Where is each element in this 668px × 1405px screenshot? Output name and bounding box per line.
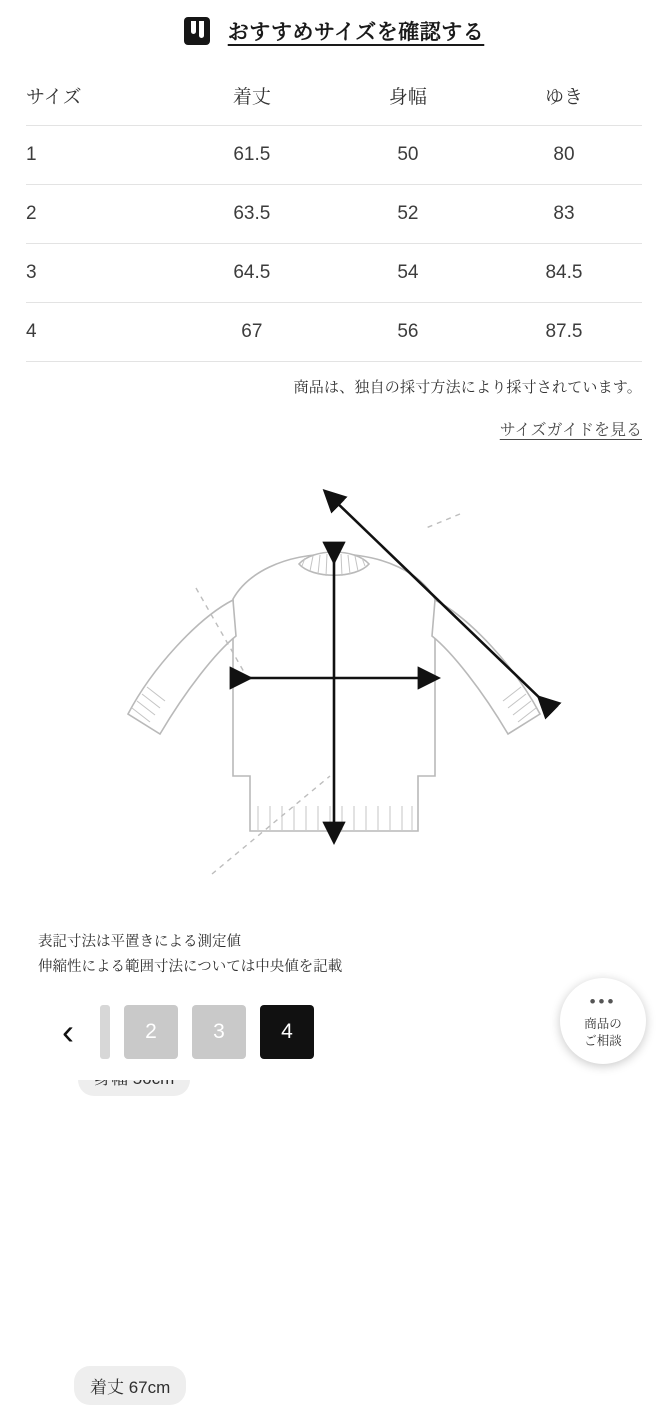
product-consult-button[interactable] [560,978,646,1064]
cell-width: 52 [330,185,486,244]
thumbnail-4[interactable]: 4 [260,1005,314,1059]
callout-body-length: 着丈 67cm [74,1366,186,1405]
chat-dots-icon: ••• [589,992,617,1012]
cell-sleeve: 83 [486,185,642,244]
thumbnail-partial[interactable] [100,1005,110,1059]
cell-sleeve: 80 [486,126,642,185]
cell-width: 50 [330,126,486,185]
cell-length: 61.5 [174,126,330,185]
table-row [26,185,642,244]
thumbnail-3[interactable]: 3 [192,1005,246,1059]
dimension-note-line-1: 表記寸法は平置きによる測定値 [38,934,241,950]
dimension-notes [38,930,342,979]
cell-length: 67 [174,303,330,362]
cell-size: 1 [26,126,174,185]
cell-width: 54 [330,244,486,303]
table-row [26,126,642,185]
cell-width: 56 [330,303,486,362]
column-header-width: 身幅 [388,87,427,108]
cell-sleeve: 87.5 [486,303,642,362]
cell-length: 63.5 [174,185,330,244]
measurement-note: 商品は、独自の採寸方法により採寸されています。 [293,379,642,396]
cell-size: 2 [26,185,174,244]
column-header-sleeve: ゆき [544,87,583,108]
size-guide-link[interactable]: サイズガイドを見る [499,422,642,439]
size-table-wrap [0,62,668,362]
page-header [0,0,668,62]
size-table [26,62,642,362]
column-header-size: サイズ [26,87,82,108]
size-table-head [26,62,642,126]
thumbnail-strip [100,1005,314,1059]
cell-sleeve: 84.5 [486,244,642,303]
cell-size: 4 [26,303,174,362]
cell-length: 64.5 [174,244,330,303]
thumbnail-2[interactable]: 2 [124,1005,178,1059]
column-header-length: 着丈 [232,87,271,108]
dimension-note-line-2: 伸縮性による範囲寸法については中央値を記載 [38,958,343,975]
table-row [26,303,642,362]
size-guide-link-wrap [0,397,668,440]
consult-label-line-2: ご相談 [584,1033,622,1048]
sweater-illustration [0,476,668,946]
table-header-row [26,62,642,126]
previous-arrow-icon[interactable]: ‹ [62,1011,74,1052]
table-row [26,244,642,303]
cell-size: 3 [26,244,174,303]
uniqlo-logo-icon [184,17,210,45]
size-table-body [26,126,642,362]
page-title[interactable]: おすすめサイズを確認する [227,21,485,44]
consult-label-line-1: 商品の [584,1017,622,1032]
